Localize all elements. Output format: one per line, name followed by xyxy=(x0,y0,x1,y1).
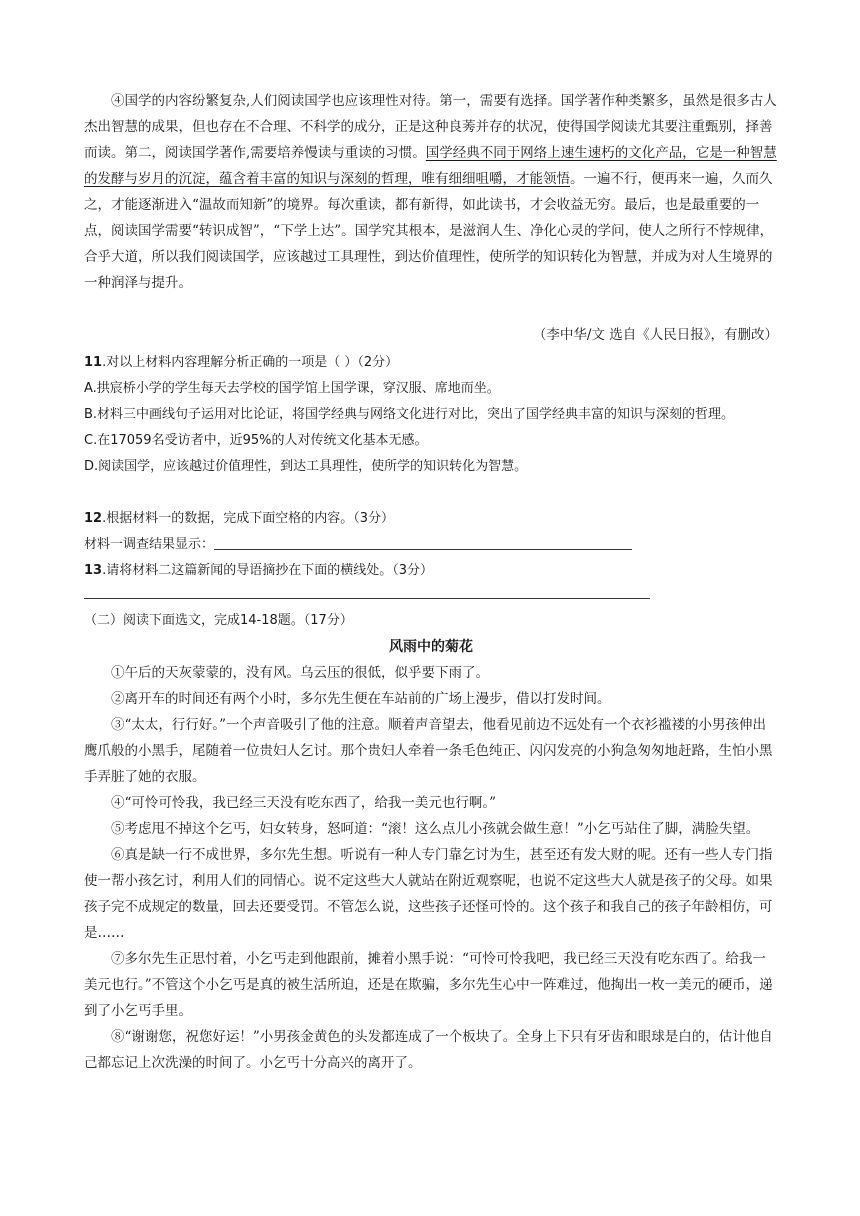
story-paragraph: ⑧“谢谢您，祝您好运！”小男孩金黄色的头发都连成了一个板块了。全身上下只有牙齿和眼球是白的，估计他自己都忘记上次洗澡的时间了。小乞丐十分高兴的离开了。 xyxy=(84,1029,773,1071)
story-paragraph: ⑥真是缺一行不成世界，多尔先生想。听说有一种人专门靠乞讨为生，甚至还有发大财的呢。还有一些人专门指使一帮小孩乞讨，利用人们的同情心。说不定这些大人就站在附近观察呢，也说不定这些大人就是孩子的父母。如果孩子完不成规定的数量，回去还要受罚。不管怎么说，这些孩子还怪可怜的。这个孩子和我自己的孩子年龄相仿，可是…… xyxy=(84,847,773,941)
option-b: B.材料三中画线句子运用对比论证，将国学经典与网络文化进行对比，突出了国学经典丰富的知识与深刻的哲理。 xyxy=(84,407,735,422)
story-paragraph: ⑦多尔先生正思忖着，小乞丐走到他跟前，摊着小黑手说：“可怜可怜我吧，我已经三天没有吃东西了。给我一美元也行。”不管这个小乞丐是真的被生活所迫，还是在欺骗，多尔先生心中一阵难过，他掏出一枚一美元的硬币，递到了小乞丐手里。 xyxy=(84,951,773,1019)
story-title: 风雨中的菊花 xyxy=(389,639,473,655)
answer-blank[interactable] xyxy=(214,533,632,550)
story-paragraph: ⑤考虑甩不掉这个乞丐，妇女转身，怒呵道：“滚！这么点儿小孩就会做生意！”小乞丐站住了脚，满脸失望。 xyxy=(111,821,760,837)
question-13 xyxy=(84,558,778,609)
question-12-stem: 12.根据材料一的数据，完成下面空格的内容。（3分） xyxy=(84,511,394,526)
question-11 xyxy=(84,350,778,480)
option-a: A.拱宸桥小学的学生每天去学校的国学馆上国学课，穿汉服、席地而坐。 xyxy=(84,381,500,396)
option-d: D.阅读国学，应该越过价值理性，到达工具理性，使所学的知识转化为智慧。 xyxy=(84,459,528,474)
question-12-answer: 材料一调查结果显示： xyxy=(84,532,778,558)
question-12 xyxy=(84,506,778,558)
section-2-heading: （二）阅读下面选文，完成14-18题。（17分） xyxy=(84,613,353,628)
source-citation: （李中华/文 选自《人民日报》，有删改） xyxy=(532,327,778,343)
section-2 xyxy=(84,608,778,1076)
question-11-stem: 11.对以上材料内容理解分析正确的一项是（ ）（2分） xyxy=(84,355,399,370)
story-paragraph: ②离开车的时间还有两个小时，多尔先生便在车站前的广场上漫步，借以打发时间。 xyxy=(111,691,611,707)
story-paragraph: ①午后的天灰蒙蒙的，没有风。乌云压的很低，似乎要下雨了。 xyxy=(111,665,489,681)
story-paragraph: ④“可怜可怜我，我已经三天没有吃东西了，给我一美元也行啊。” xyxy=(111,795,497,811)
option-c: C.在17059名受访者中，近95%的人对传统文化基本无感。 xyxy=(84,433,428,448)
question-13-stem: 13.请将材料二这篇新闻的导语摘抄在下面的横线处。（3分） xyxy=(84,563,433,578)
underlined-sentence: 国学经典不同于网络上速生速朽的文化产品，它是一种智慧的发酵与岁月的沉淀，蕴含着丰富的知识与深刻的哲理，唯有细细咀嚼，才能领悟 xyxy=(84,145,777,187)
paragraph-4-text: ④国学的内容纷繁复杂,人们阅读国学也应该理性对待。第一，需要有选择。国学著作种类繁多，虽然是很多古人杰出智慧的成果，但也存在不合理、不科学的成分，正是这种良莠并存的状况，使得国学阅读尤其要注重甄别，择善而读。第二，阅读国学著作,需要培养慢读与重读的习惯。国学经典不同于网络上速生速朽的文化产品，它是一种智慧的发酵与岁月的沉淀，蕴含着丰富的知识与深刻的哲理，唯有细细咀嚼，才能领悟。一遍不行，便再来一遍，久而久之，才能逐渐进入“温故而知新”的境界。每次重读，都有新得，如此读书，才会收益无穷。最后，也是最重要的一点，阅读国学需要“转识成智”，“下学上达”。国学究其根本，是滋润人生、净化心灵的学问，使人之所行不悖规律，合乎大道，所以我们阅读国学，应该越过工具理性，到达价值理性，使所学的知识转化为智慧，并成为对人生境界的一种润泽与提升。 xyxy=(84,93,777,291)
answer-line[interactable] xyxy=(84,584,650,599)
story-paragraph: ③“太太，行行好。”一个声音吸引了他的注意。顺着声音望去，他看见前边不远处有一个衣衫褴褛的小男孩伸出鹰爪般的小黑手，尾随着一位贵妇人乞讨。那个贵妇人牵着一条毛色纯正、闪闪发亮的小狗急匆匆地赶路，生怕小黑手弄脏了她的衣服。 xyxy=(84,717,773,785)
passage-paragraph-4 xyxy=(84,88,778,296)
